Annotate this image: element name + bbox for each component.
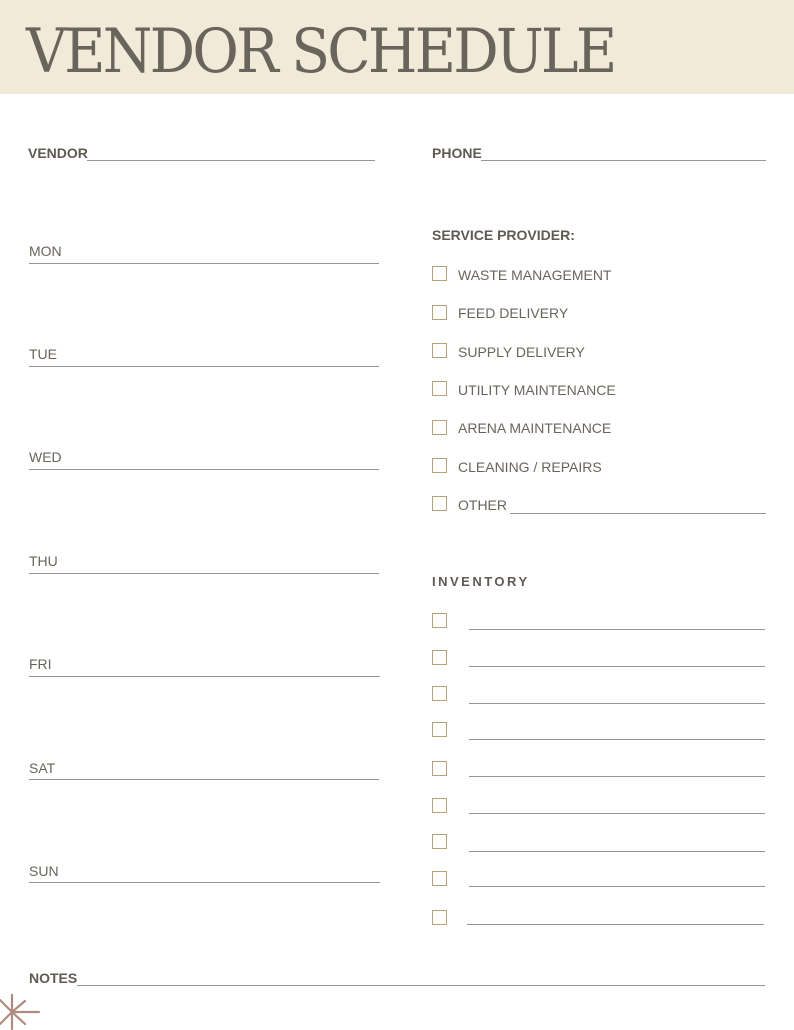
inventory-line-3[interactable] <box>469 703 765 704</box>
day-label-sun: SUN <box>29 863 59 879</box>
option-arena-maintenance: ARENA MAINTENANCE <box>458 420 612 436</box>
checkbox-feed-delivery[interactable] <box>432 305 447 320</box>
inventory-checkbox-2[interactable] <box>432 650 447 665</box>
day-line-sat[interactable] <box>29 779 379 780</box>
notes-input-line[interactable] <box>77 985 765 986</box>
day-line-wed[interactable] <box>29 469 379 470</box>
inventory-line-8[interactable] <box>469 886 765 887</box>
checkbox-arena-maintenance[interactable] <box>432 420 447 435</box>
phone-input-line[interactable] <box>481 160 766 161</box>
service-provider-label: SERVICE PROVIDER: <box>432 227 575 243</box>
inventory-checkbox-6[interactable] <box>432 798 447 813</box>
inventory-checkbox-4[interactable] <box>432 722 447 737</box>
inventory-line-4[interactable] <box>469 739 765 740</box>
inventory-line-6[interactable] <box>469 813 765 814</box>
option-other: OTHER <box>458 497 507 513</box>
phone-label: PHONE <box>432 145 482 161</box>
notes-label: NOTES <box>29 970 78 986</box>
option-supply-delivery: SUPPLY DELIVERY <box>458 344 585 360</box>
inventory-checkbox-5[interactable] <box>432 761 447 776</box>
inventory-line-7[interactable] <box>469 851 765 852</box>
inventory-checkbox-9[interactable] <box>432 910 447 925</box>
other-input-line[interactable] <box>510 513 766 514</box>
inventory-checkbox-8[interactable] <box>432 871 447 886</box>
inventory-line-5[interactable] <box>469 776 765 777</box>
day-line-thu[interactable] <box>29 573 379 574</box>
inventory-line-1[interactable] <box>469 629 765 630</box>
day-label-mon: MON <box>29 243 62 259</box>
inventory-line-2[interactable] <box>469 666 765 667</box>
day-label-tue: TUE <box>29 346 57 362</box>
inventory-line-9[interactable] <box>467 924 764 925</box>
option-feed-delivery: FEED DELIVERY <box>458 305 569 321</box>
checkbox-cleaning-repairs[interactable] <box>432 458 447 473</box>
inventory-checkbox-1[interactable] <box>432 613 447 628</box>
day-line-sun[interactable] <box>29 882 380 883</box>
day-line-fri[interactable] <box>29 676 380 677</box>
day-label-sat: SAT <box>29 760 56 776</box>
day-label-wed: WED <box>29 449 62 465</box>
checkbox-waste-management[interactable] <box>432 266 447 281</box>
vendor-input-line[interactable] <box>87 160 375 161</box>
inventory-checkbox-3[interactable] <box>432 686 447 701</box>
inventory-checkbox-7[interactable] <box>432 834 447 849</box>
day-line-mon[interactable] <box>29 263 379 264</box>
option-waste-management: WASTE MANAGEMENT <box>458 267 612 283</box>
page-title: VENDOR SCHEDULE <box>26 16 615 87</box>
option-utility-maintenance: UTILITY MAINTENANCE <box>458 382 616 398</box>
day-label-fri: FRI <box>29 656 52 672</box>
vendor-label: VENDOR <box>28 145 88 161</box>
checkbox-other[interactable] <box>432 496 447 511</box>
checkbox-supply-delivery[interactable] <box>432 343 447 358</box>
option-cleaning-repairs: CLEANING / REPAIRS <box>458 459 602 475</box>
checkbox-utility-maintenance[interactable] <box>432 381 447 396</box>
star-decoration-icon <box>0 992 42 1030</box>
day-label-thu: THU <box>29 553 58 569</box>
inventory-title: INVENTORY <box>432 574 530 589</box>
day-line-tue[interactable] <box>29 366 379 367</box>
